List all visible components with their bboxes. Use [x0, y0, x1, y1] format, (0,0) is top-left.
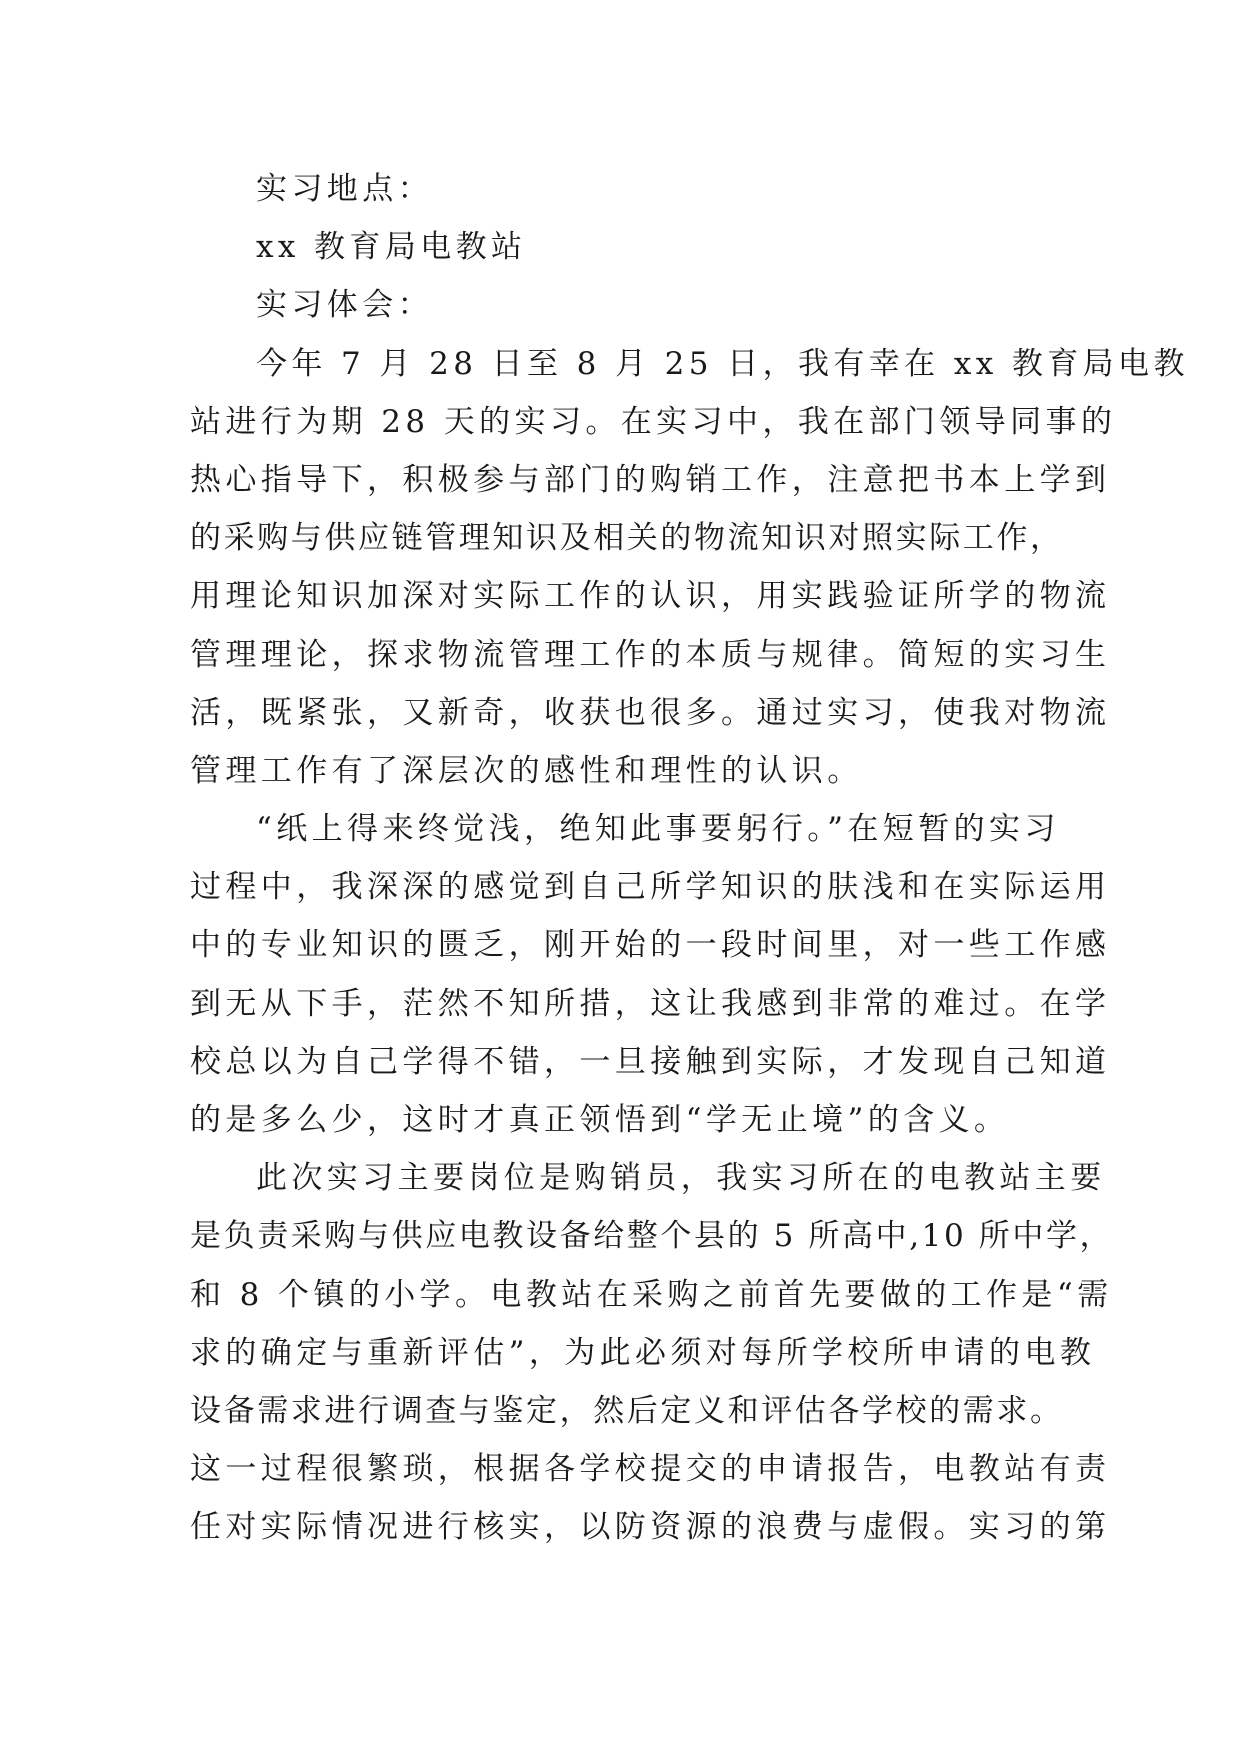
paragraph-3-line-3: 和 8 个镇的小学。电教站在采购之前首先要做的工作是“需: [190, 1276, 1113, 1313]
paragraph-3-line-6: 这一过程很繁琐，根据各学校提交的申请报告，电教站有责: [190, 1451, 1111, 1488]
paragraph-1-line-5: 用理论知识加深对实际工作的认识，用实践验证所学的物流: [190, 578, 1111, 615]
label-internship-experience: 实习体会：: [256, 287, 433, 324]
label-internship-location: 实习地点：: [256, 171, 433, 207]
paragraph-2-line-5: 校总以为自己学得不错，一旦接触到实际，才发现自己知道: [190, 1043, 1111, 1080]
paragraph-3-line-5: 设备需求进行调查与鉴定，然后定义和评估各学校的需求。: [190, 1392, 1064, 1429]
paragraph-1-line-6: 管理理论，探求物流管理工作的本质与规律。简短的实习生: [190, 636, 1111, 673]
paragraph-3-line-1: 此次实习主要岗位是购销员，我实习所在的电教站主要: [256, 1160, 1106, 1197]
paragraph-1-line-3: 热心指导下，积极参与部门的购销工作，注意把书本上学到: [190, 461, 1111, 498]
paragraph-3-line-2: 是负责采购与供应电教设备给整个县的 5 所高中,10 所中学，: [190, 1218, 1114, 1255]
paragraph-2-line-1: “纸上得来终觉浅，绝知此事要躬行。”在短暂的实习: [256, 811, 1060, 848]
paragraph-1-line-4: 的采购与供应链管理知识及相关的物流知识对照实际工作，: [190, 520, 1064, 557]
paragraph-2-line-6: 的是多么少，这时才真正领悟到“学无止境”的含义。: [190, 1102, 1010, 1138]
paragraph-1-line-2: 站进行为期 28 天的实习。在实习中，我在部门领导同事的: [190, 403, 1117, 440]
internship-location-value: xx 教育局电教站: [256, 229, 527, 266]
paragraph-2-line-3: 中的专业知识的匮乏，刚开始的一段时间里，对一些工作感: [190, 927, 1111, 964]
document-page: [190, 160, 1189, 1557]
paragraph-3-line-7: 任对实际情况进行核实，以防资源的浪费与虚假。实习的第: [190, 1509, 1111, 1546]
paragraph-3-line-4: 求的确定与重新评估”，为此必须对每所学校所申请的电教: [190, 1334, 1096, 1371]
paragraph-1-line-1: 今年 7 月 28 日至 8 月 25 日，我有幸在 xx 教育局电教: [256, 345, 1189, 382]
paragraph-2-line-2: 过程中，我深深的感觉到自己所学知识的肤浅和在实际运用: [190, 869, 1111, 906]
paragraph-2-line-4: 到无从下手，茫然不知所措，这让我感到非常的难过。在学: [190, 985, 1111, 1022]
paragraph-1-line-7: 活，既紧张，又新奇，收获也很多。通过实习，使我对物流: [190, 694, 1111, 731]
paragraph-1-line-8: 管理工作有了深层次的感性和理性的认识。: [190, 752, 863, 789]
